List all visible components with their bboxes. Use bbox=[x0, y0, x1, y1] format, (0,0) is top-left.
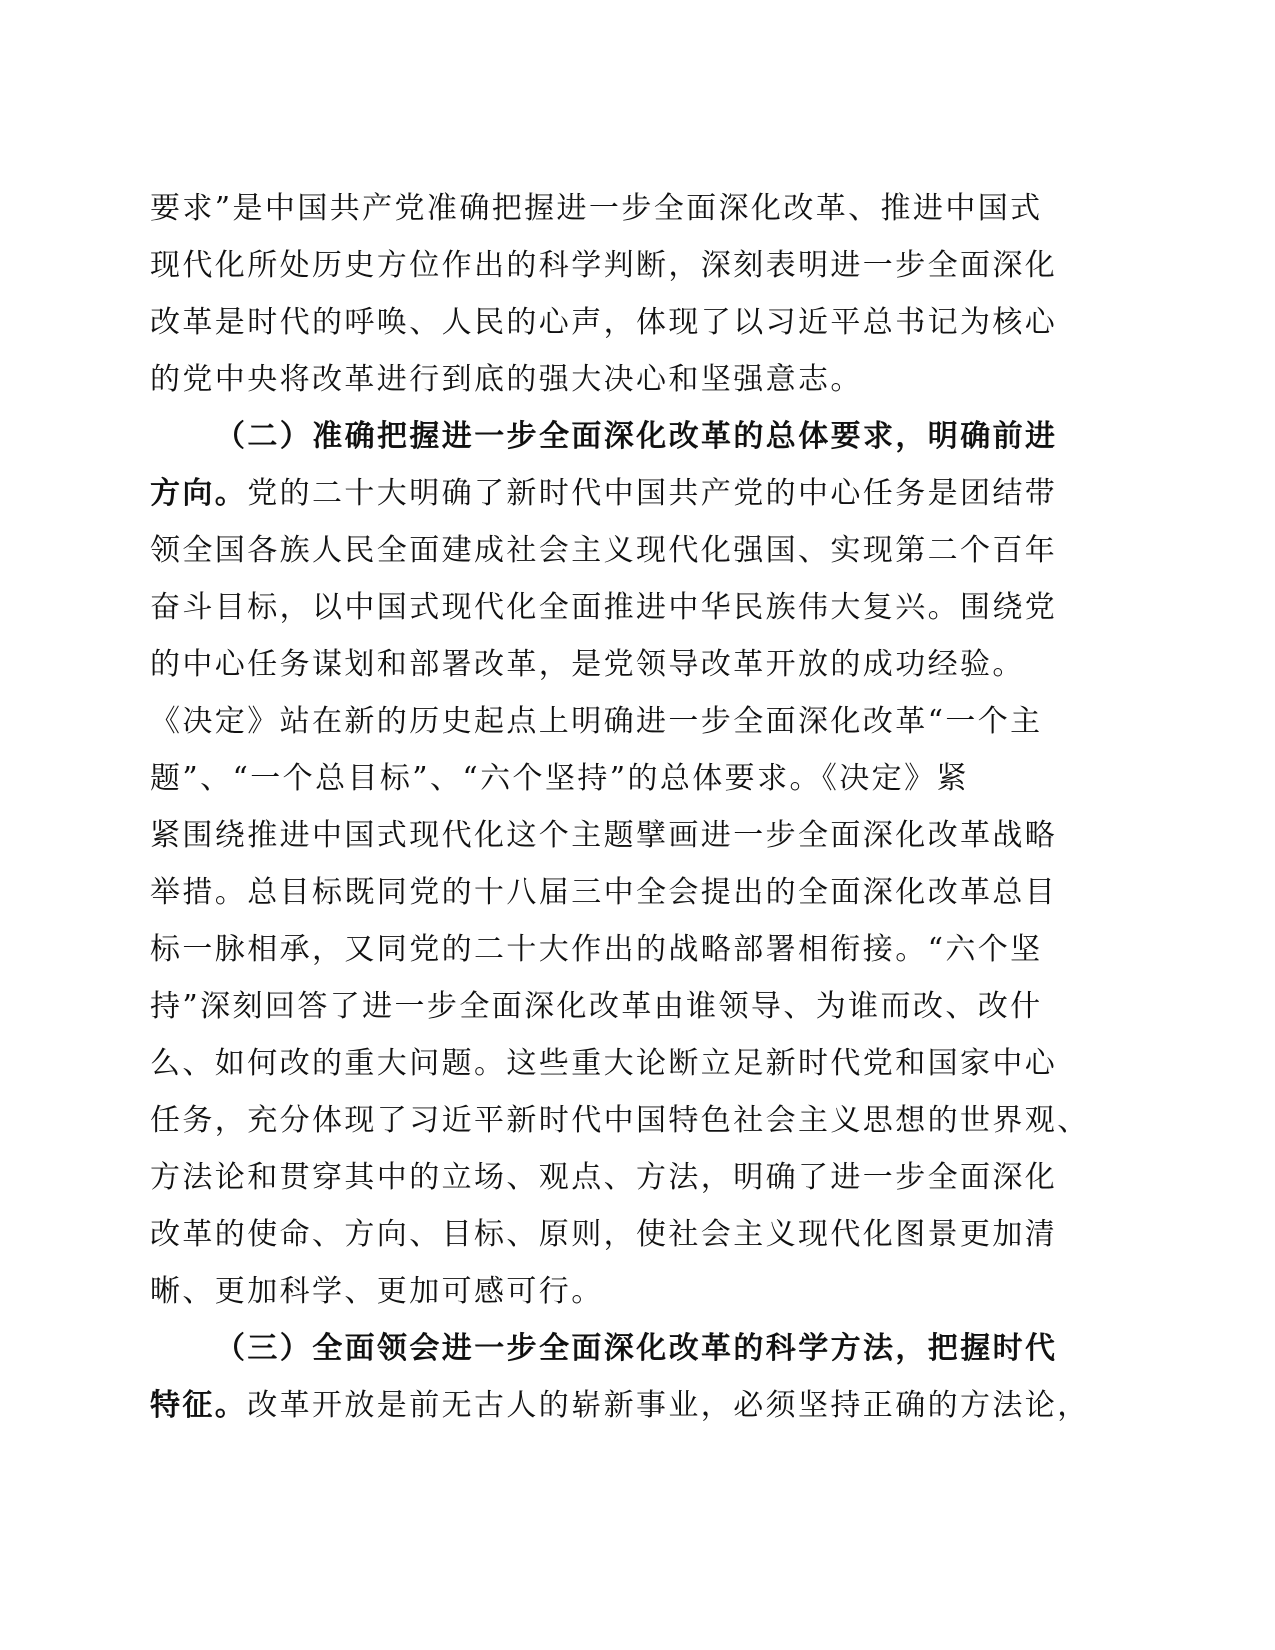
paragraph-line: 要求”是中国共产党准确把握进一步全面深化改革、推进中国式 bbox=[150, 191, 1043, 226]
paragraph-line: 《决定》站在新的历史起点上明确进一步全面深化改革“一个主 bbox=[150, 704, 1043, 739]
paragraph-line: 方法论和贯穿其中的立场、观点、方法，明确了进一步全面深化 bbox=[150, 1160, 1058, 1195]
paragraph-line: 题”、“一个总目标”、“六个坚持”的总体要求。《决定》紧 bbox=[150, 761, 969, 796]
paragraph-line: 奋斗目标，以中国式现代化全面推进中华民族伟大复兴。围绕党 bbox=[150, 590, 1058, 625]
paragraph-line: 改革的使命、方向、目标、原则，使社会主义现代化图景更加清 bbox=[150, 1217, 1058, 1252]
paragraph-line: 晰、更加科学、更加可感可行。 bbox=[150, 1274, 604, 1309]
paragraph-text: 改革开放是前无古人的崭新事业，必须坚持正确的方法论， bbox=[247, 1388, 1090, 1423]
paragraph-line: 的党中央将改革进行到底的强大决心和坚强意志。 bbox=[150, 362, 863, 397]
section-heading-3-end: 特征。 bbox=[150, 1388, 248, 1423]
paragraph-line: 举措。总目标既同党的十八届三中全会提出的全面深化改革总目 bbox=[150, 875, 1058, 910]
paragraph-line: 改革是时代的呼唤、人民的心声，体现了以习近平总书记为核心 bbox=[150, 305, 1058, 340]
paragraph-line: 持”深刻回答了进一步全面深化改革由谁领导、为谁而改、改什 bbox=[150, 989, 1043, 1024]
paragraph-line: 标一脉相承，又同党的二十大作出的战略部署相衔接。“六个坚 bbox=[150, 932, 1043, 967]
paragraph-line bbox=[150, 465, 1110, 522]
paragraph-line: 紧围绕推进中国式现代化这个主题擘画进一步全面深化改革战略 bbox=[150, 818, 1058, 853]
document-body bbox=[150, 180, 1110, 1434]
paragraph-line: 领全国各族人民全面建成社会主义现代化强国、实现第二个百年 bbox=[150, 533, 1058, 568]
paragraph-line bbox=[150, 1377, 1110, 1434]
section-heading-2: （二）准确把握进一步全面深化改革的总体要求，明确前进 bbox=[215, 419, 1058, 454]
paragraph-line: 的中心任务谋划和部署改革，是党领导改革开放的成功经验。 bbox=[150, 647, 1025, 682]
section-heading-2-end: 方向。 bbox=[150, 476, 248, 511]
section-heading-3: （三）全面领会进一步全面深化改革的科学方法，把握时代 bbox=[215, 1331, 1058, 1366]
paragraph-text: 党的二十大明确了新时代中国共产党的中心任务是团结带 bbox=[247, 476, 1058, 511]
paragraph-line: 现代化所处历史方位作出的科学判断，深刻表明进一步全面深化 bbox=[150, 248, 1058, 283]
paragraph-line: 任务，充分体现了习近平新时代中国特色社会主义思想的世界观、 bbox=[150, 1103, 1090, 1138]
paragraph-line: 么、如何改的重大问题。这些重大论断立足新时代党和国家中心 bbox=[150, 1046, 1058, 1081]
